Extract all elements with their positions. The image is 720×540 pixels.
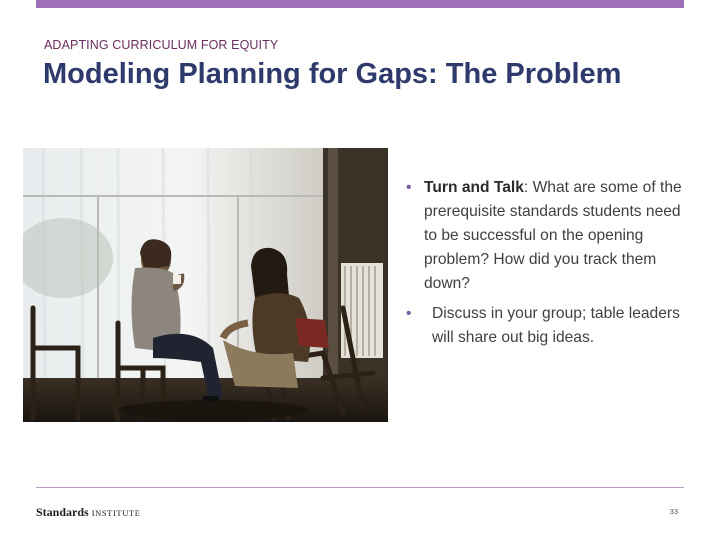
classroom-photo [23,148,388,422]
standards-institute-logo [36,505,141,519]
bullet-lead: Turn and Talk [424,179,524,196]
bullet-dot: • [406,179,412,196]
bullet-discuss [404,302,684,350]
bullet-text: Discuss in your group; table leaders will share out big ideas. [432,305,680,346]
footer-divider [36,487,684,488]
top-accent-bar [36,0,684,8]
bullet-list [404,176,684,350]
bullet-text: : What are some of the prerequisite standards students need to be successful on the opening problem? How did you track them down? [424,179,682,292]
logo-secondary-text: INSTITUTE [91,508,141,518]
bullet-dot: • [406,305,412,322]
logo-primary-text: Standards [36,505,89,519]
photo-two-women-talking-icon [23,148,388,422]
page-number: 33 [669,507,678,516]
bullet-turn-and-talk [404,176,684,296]
slide-title: Modeling Planning for Gaps: The Problem [43,58,622,90]
section-eyebrow: ADAPTING CURRICULUM FOR EQUITY [44,38,279,52]
